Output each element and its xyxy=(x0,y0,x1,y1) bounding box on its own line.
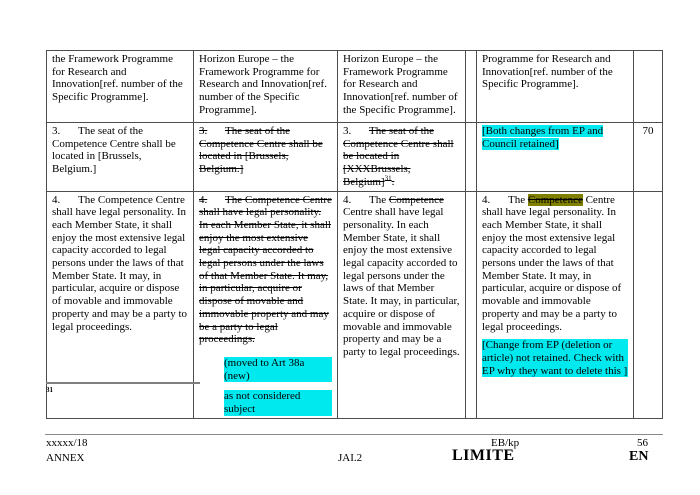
deleted-word: Competence xyxy=(388,193,444,206)
cell-text: The seat of the Competence Centre shall be located in [Brussels, Belgium.] xyxy=(52,125,176,176)
footer-separator xyxy=(45,434,663,435)
footer-page-number: 56 xyxy=(637,437,648,449)
cell-r1c1 xyxy=(47,51,194,123)
deleted-text: 4. The Competence Centre shall have legal personality. In each Member State, it shall enjoy the most extensive legal capacity accorded to legal persons under the laws of that Member State. It may, in particular, acquire or dispose of movable and immovable property and may be a party to legal proceedings. xyxy=(199,193,332,346)
ref-number-cell xyxy=(634,51,663,123)
cell-r2c1 xyxy=(47,123,194,192)
cell-text: the Framework Programme for Research and Innovation[ref. number of the Specific Programme]. xyxy=(52,53,183,104)
footnote-ref: 31 xyxy=(384,174,392,183)
cell-r3c1 xyxy=(47,191,194,418)
ref-number: 70 xyxy=(642,125,654,137)
spacer-cell xyxy=(466,191,477,418)
review-note-highlight: (moved to Art 38a (new) xyxy=(224,357,332,382)
paragraph-number: 4. xyxy=(343,193,352,206)
paragraph-number: 3. xyxy=(199,125,208,137)
review-note-highlight: as not considered subject xyxy=(224,390,332,415)
cell-r1c3 xyxy=(338,51,466,123)
paragraph-number: 3. xyxy=(52,125,61,137)
table-row xyxy=(47,123,663,192)
cell-r3c2 xyxy=(194,191,338,418)
footer-initials: EB/kp xyxy=(491,437,520,449)
ref-number-cell xyxy=(634,191,663,418)
spacer-cell xyxy=(466,123,477,192)
cell-r3c4: 4. The Competence Centre shall have legal personality. In each Member State, it shall enjoy the most extensive legal capacity accorded to legal persons under the laws of that Member State. It may, in particular, acquire or dispose of movable and immovable property and may be a party to legal proceedings. [Change from EP (deletion or article) not retained. Check with EP why they want to delete this ] xyxy=(477,191,634,418)
comparison-table xyxy=(46,50,663,419)
footer-classification: LIMITE xyxy=(452,447,515,464)
cell-r2c4 xyxy=(477,123,634,192)
review-note-highlight: [Both changes from EP and Council retained] xyxy=(482,125,604,150)
footer-unit: JAI.2 xyxy=(338,452,363,464)
paragraph-number: 4. xyxy=(482,193,491,206)
cell-r2c2 xyxy=(194,123,338,192)
deleted-text: The seat of the Competence Centre shall be located in [XXXBrussels, Belgium]$^{31}$. xyxy=(343,125,454,188)
footer-language: EN xyxy=(629,449,649,464)
footer-doc-number: xxxxx/18 xyxy=(46,437,88,449)
paragraph-number: 4. xyxy=(199,193,208,206)
cell-r1c4 xyxy=(477,51,634,123)
review-note-highlight: [Change from EP (deletion or article) not retained. Check with EP why they want to delete this ] xyxy=(482,339,628,377)
table-row xyxy=(47,191,663,418)
paragraph-number: 3. xyxy=(343,125,352,137)
cell-text: The Competence Centre shall have legal personality. In each Member State, it shall enjoy the most extensive legal capacity accorded to legal persons under the laws of that Member State. It may, in particular, acquire or dispose of movable and immovable property and may be a party to legal proceedings. xyxy=(52,193,188,333)
cell-text: Horizon Europe – the Framework Programme for Research and Innovation[ref. number of the Specific Programme]. xyxy=(199,53,327,116)
cell-text: Programme for Research and Innovation[ref. number of the Specific Programme]. xyxy=(482,53,613,91)
footnote-separator xyxy=(46,382,200,384)
ref-number-cell xyxy=(634,123,663,192)
cell-r2c3 xyxy=(338,123,466,192)
deleted-word-highlighted: Competence xyxy=(527,193,583,206)
cell-text: Horizon Europe – the Framework Programme for Research and Innovation[ref. number of the Specific Programme]. xyxy=(343,53,458,116)
deleted-text: 3. The seat of the Competence Centre shall be located in [Brussels, Belgium.] xyxy=(199,125,323,176)
footer-annex-label: ANNEX xyxy=(46,452,85,464)
footnote-marker: 31 xyxy=(46,386,53,394)
cell-r1c2 xyxy=(194,51,338,123)
paragraph-number: 4. xyxy=(52,193,61,206)
cell-r3c3: 4. The Competence Centre shall have legal personality. In each Member State, it shall enjoy the most extensive legal capacity accorded to legal persons under the laws of that Member State. It may, in particular, acquire or dispose of movable and immovable property and may be a party to legal proceedings. xyxy=(338,191,466,418)
table-row xyxy=(47,51,663,123)
spacer-cell xyxy=(466,51,477,123)
